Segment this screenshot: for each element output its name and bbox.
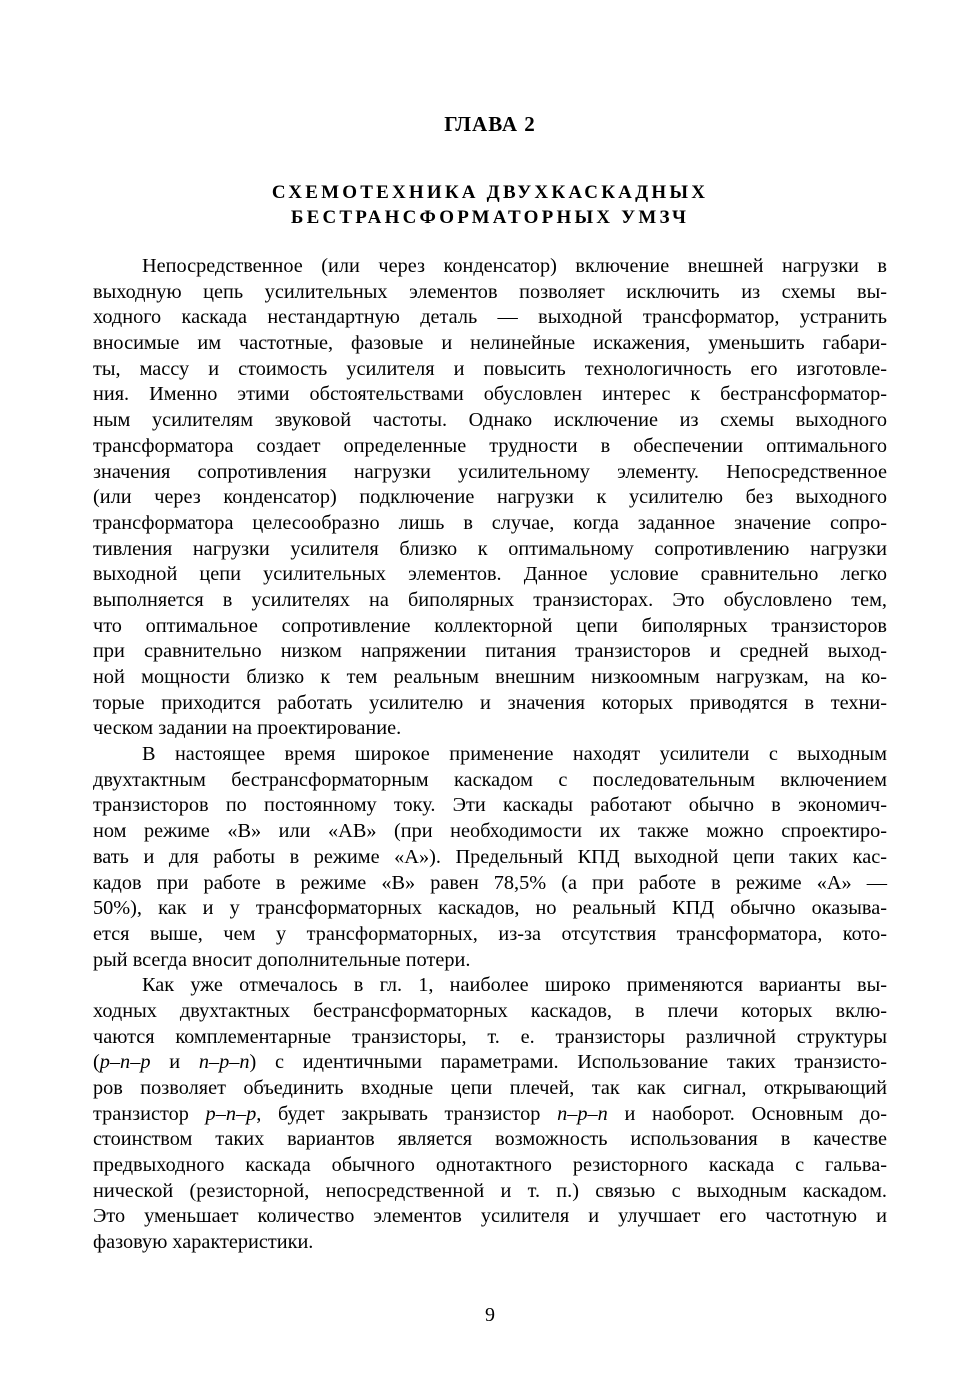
paragraph-line: стоинством таких вариантов является возможность использования в качестве [93, 1128, 887, 1151]
paragraph-line: чаются комплементарные транзисторы, т. е. транзисторы различной структуры [93, 1025, 887, 1048]
paragraph-line: ческом задании на проектирование. [93, 717, 402, 740]
paragraph-line: ным усилителям звуковой частоты. Однако исключение из схемы выходного [93, 409, 887, 432]
paragraph-line: (p–n–p и n–p–n) с идентичными параметрами. Использование таких транзисто- [93, 1051, 888, 1074]
paragraph-line: кадов при работе в режиме «В» равен 78,5% (а при работе в режиме «А» — [93, 871, 887, 894]
paragraph [93, 254, 887, 742]
paragraph-line: ров позволяет объединить входные цепи плечей, так как сигнал, открывающий [93, 1077, 887, 1099]
paragraph-line: ном режиме «В» или «АВ» (при необходимости их также можно спроектиро- [93, 820, 887, 843]
paragraph-line: что оптимальное сопротивление коллекторной цепи биполярных транзисторов [93, 614, 887, 637]
paragraph-line: нической (резисторной, непосредственной и т. п.) связью с выходным каскадом. [93, 1179, 887, 1202]
paragraph-line: трансформатора создает определенные трудности в обеспечении оптимального [93, 434, 887, 457]
paragraph-line: ты, массу и стоимость усилителя и повысить технологичность его изготовле- [93, 357, 887, 380]
paragraph [93, 742, 887, 973]
paragraph-line: В настоящее время широкое применение находят усилители с выходным [142, 743, 887, 766]
paragraph-line: ходного каскада нестандартную деталь — выходной трансформатор, устранить [93, 306, 887, 329]
body-text [93, 254, 887, 1256]
paragraph-line: трансформатора целесообразно лишь в случае, когда заданное значение сопро- [93, 511, 887, 534]
paragraph-line: выходную цепь усилительных элементов позволяет исключить из схемы вы- [93, 280, 887, 303]
chapter-heading: ГЛАВА 2 [444, 112, 536, 136]
paragraph-line: при сравнительно низком напряжении питания транзисторов и средней выход- [93, 640, 887, 663]
page-number: 9 [485, 1304, 495, 1326]
paragraph-line: тивления нагрузки усилителя близко к оптимальному сопротивлению нагрузки [93, 537, 887, 560]
paragraph-line: двухтактным бестрансформаторным каскадом с последовательным включением [93, 768, 887, 791]
paragraph-line: Непосредственное (или через конденсатор) включение внешней нагрузки в [142, 255, 887, 277]
paragraph-line: предвыходного каскада обычного однотактного резисторного каскада с гальва- [93, 1154, 887, 1177]
paragraph-line: (или через конденсатор) подключение нагрузки к усилителю без выходного [93, 486, 887, 509]
chapter-title-line-1: СХЕМОТЕХНИКА ДВУХКАСКАДНЫХ [271, 182, 709, 203]
paragraph-line: выходной цепи усилительных элементов. Данное условие сравнительно легко [93, 563, 887, 586]
paragraph-line: Как уже отмечалось в гл. 1, наиболее широко применяются варианты вы- [142, 974, 887, 997]
paragraph-line: выполняется в усилителях на биполярных транзисторах. Это обусловлено тем, [93, 588, 887, 611]
paragraph-line: ется выше, чем у трансформаторных, из-за отсутствия трансформатора, кото- [93, 922, 887, 945]
paragraph-line: 50%), как и у трансформаторных каскадов, но реальный КПД обычно оказыва- [93, 897, 887, 920]
paragraph-line: ходных двухтактных бестрансформаторных каскадов, в плечи которых вклю- [93, 999, 887, 1022]
paragraph-line: транзистор p–n–p, будет закрывать транзистор n–p–n и наоборот. Основным до- [93, 1102, 888, 1125]
paragraph [93, 973, 887, 1256]
paragraph-line: вать и для работы в режиме «А»). Предельный КПД выходной цепи таких кас- [93, 845, 887, 868]
paragraph-line: торые приходится работать усилителю и значения которых приводятся в техни- [93, 691, 887, 714]
paragraph-line: рый всегда вносит дополнительные потери. [93, 948, 471, 971]
chapter-title-line-2: БЕСТРАНСФОРМАТОРНЫХ УМЗЧ [290, 207, 690, 228]
paragraph-line: ной мощности близко к тем реальным внешним низкоомным нагрузкам, на ко- [93, 666, 887, 688]
chapter-title [0, 180, 980, 230]
paragraph-line: значения сопротивления нагрузки усилительному элементу. Непосредственное [93, 460, 887, 483]
paragraph-line: вносимые им частотные, фазовые и нелинейные искажения, уменьшить габари- [93, 332, 887, 355]
paragraph-line: фазовую характеристики. [93, 1231, 314, 1254]
paragraph-line: ния. Именно этими обстоятельствами обусловлен интерес к бестрансформатор- [93, 383, 887, 406]
paragraph-line: транзисторов по постоянному току. Эти каскады работают обычно в экономич- [93, 794, 887, 817]
paragraph-line: Это уменьшает количество элементов усилителя и улучшает его частотную и [93, 1205, 887, 1228]
